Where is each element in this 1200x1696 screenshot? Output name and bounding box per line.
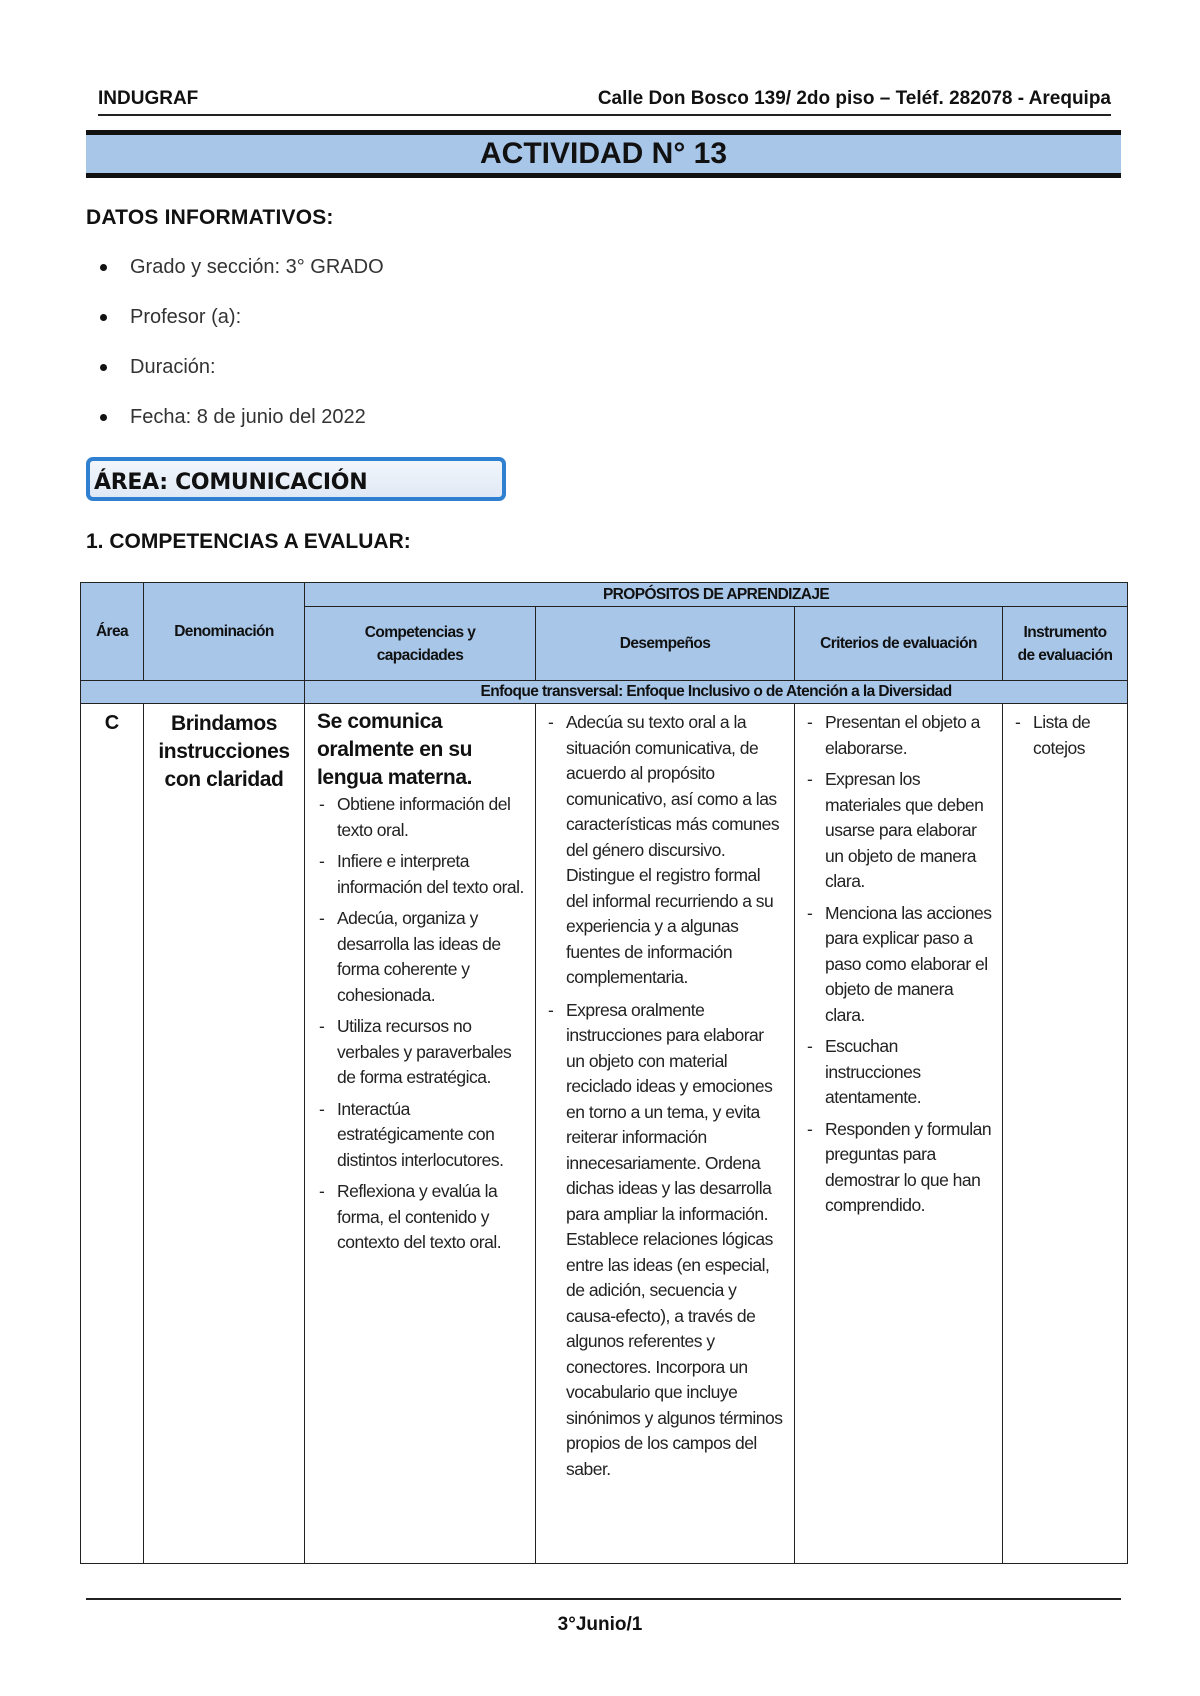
desempenos-list [546,710,786,1482]
cell-instrumento [1003,704,1128,1564]
datos-item-text: Profesor (a): [130,306,242,328]
cell-desempenos [536,704,795,1564]
header-denominacion: Denominación [144,583,305,681]
bullet-icon [100,264,107,271]
competencias-title: 1. COMPETENCIAS A EVALUAR: [86,530,411,553]
capacidades-list [317,792,525,1256]
denominacion-text: Brindamos instrucciones con claridad [158,712,290,791]
datos-item-profesor [86,306,384,356]
criterios-list [805,710,996,1219]
list-item: - Expresa oralmente instrucciones para elaborar un objeto con material reciclado ideas y emociones en torno a un tema, y evita reiterar información innecesariamente. Ordena dichas ideas y las desarrolla para ampliar la información. Establece relaciones lógicas entre las ideas (en especial, de adición, secuencia y causa-efecto), a través de algunos referentes y conectores. Incorpora un vocabulario que incluye sinónimos y algunos términos propios de los campos del saber. [546,998,786,1483]
list-item: - Reflexiona y evalúa la forma, el contenido y contexto del texto oral. [317,1179,525,1256]
list-item: - Adecúa su texto oral a la situación comunicativa, de acuerdo al propósito comunicativo, así como a las características más comunes del género discursivo. Distingue el registro formal del informal recurriendo a su experiencia y a algunas fuentes de información complementaria. [546,710,786,991]
list-item: - Escuchan instrucciones atentamente. [805,1034,996,1111]
bullet-icon [100,314,107,321]
area-label-box: ÁREA: COMUNICACIÓN [86,457,506,501]
header-enfoque-spacer [81,681,305,704]
header-company: INDUGRAF [98,88,199,109]
footer-page-label: 3°Junio/1 [557,1614,643,1635]
header-instrumento [1003,607,1128,681]
competencias-table [80,582,1128,1564]
datos-item-text: Fecha: 8 de junio del 2022 [130,406,366,428]
header-address: Calle Don Bosco 139/ 2do piso – Teléf. 282078 - Arequipa [597,88,1111,109]
cell-area: C [81,704,144,1564]
list-item: - Presentan el objeto a elaborarse. [805,710,996,761]
instrumento-list [1013,710,1123,761]
header-instrumento-text: Instrumento de evaluación [1017,623,1113,664]
cell-competencias [305,704,536,1564]
header-competencias-text: Competencias y capacidades [364,623,476,664]
table-row [81,704,1128,1564]
header-area: Área [81,583,144,681]
datos-title: DATOS INFORMATIVOS: [86,206,334,229]
footer-divider [86,1598,1121,1600]
bullet-icon [100,364,107,371]
list-item: - Responden y formulan preguntas para demostrar lo que han comprendido. [805,1117,996,1219]
datos-item-duracion [86,356,384,406]
datos-item-fecha [86,406,384,456]
list-item: - Adecúa, organiza y desarrolla las ideas de forma coherente y cohesionada. [317,906,525,1008]
datos-item-grado [86,256,384,306]
datos-list [86,256,384,456]
cell-criterios [795,704,1003,1564]
list-item: - Menciona las acciones para explicar paso a paso como elaborar el objeto de manera clara. [805,901,996,1029]
list-item: - Infiere e interpreta información del texto oral. [317,849,525,900]
header-criterios: Criterios de evaluación [795,607,1003,681]
list-item: - Interactúa estratégicamente con distintos interlocutores. [317,1097,525,1174]
header-propositos: PROPÓSITOS DE APRENDIZAJE [305,583,1128,607]
list-item: - Utiliza recursos no verbales y paraverbales de forma estratégica. [317,1014,525,1091]
bullet-icon [100,414,107,421]
competencia-title: Se comunica oralmente en su lengua materna. [317,710,473,789]
page-header [98,88,1111,116]
activity-title: ACTIVIDAD N° 13 [86,130,1121,178]
header-desempenos: Desempeños [536,607,795,681]
cell-denominacion [144,704,305,1564]
list-item: - Obtiene información del texto oral. [317,792,525,843]
datos-item-text: Duración: [130,356,216,378]
datos-item-text: Grado y sección: 3° GRADO [130,256,384,278]
header-competencias [305,607,536,681]
header-enfoque: Enfoque transversal: Enfoque Inclusivo o de Atención a la Diversidad [305,681,1128,704]
list-item: - Expresan los materiales que deben usarse para elaborar un objeto de manera clara. [805,767,996,895]
list-item: - Lista de cotejos [1013,710,1123,761]
